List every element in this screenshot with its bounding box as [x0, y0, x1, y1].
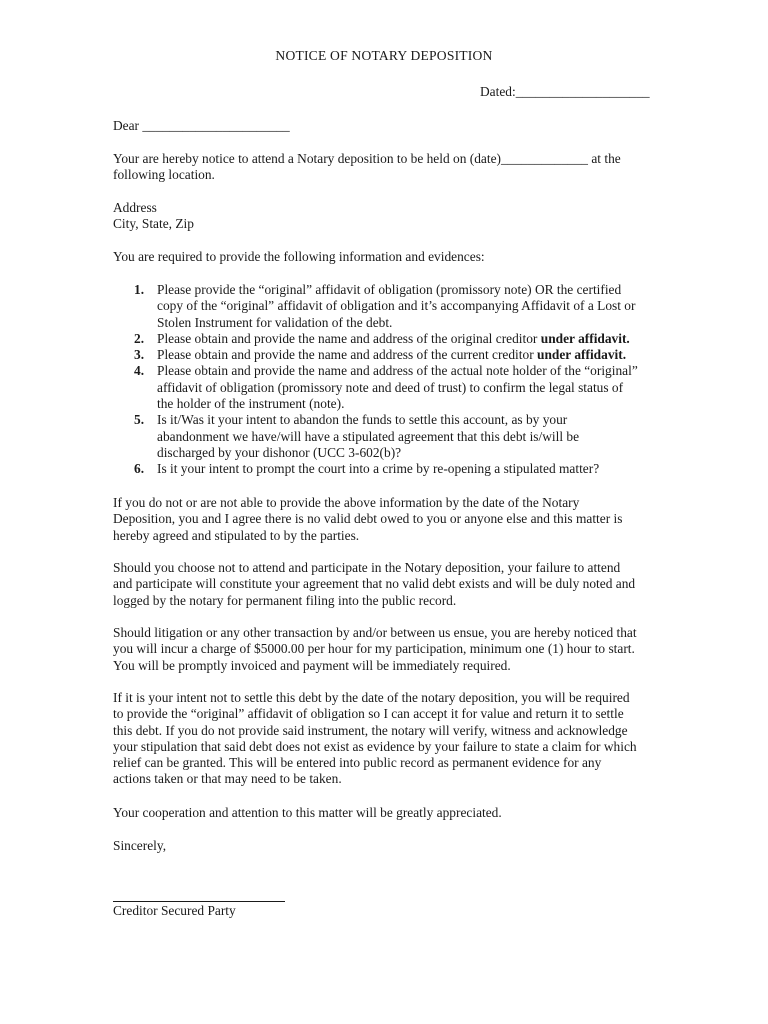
- list-item-line: Stolen Instrument for validation of the debt.: [157, 314, 393, 330]
- list-item-line: Is it your intent to prompt the court into a crime by re-opening a stipulated matter?: [157, 461, 600, 477]
- list-item-number: 4.: [134, 363, 145, 379]
- list-item: [113, 363, 673, 412]
- list-item: [113, 347, 673, 363]
- paragraph-line: Deposition, you and I agree there is no valid debt owed to you or anyone else and this matter is: [113, 511, 623, 527]
- intro-line: following location.: [113, 167, 215, 183]
- paragraph-line: Should you choose not to attend and participate in the Notary deposition, your failure to attend: [113, 560, 621, 575]
- no-attendance-paragraph: [113, 560, 658, 609]
- paragraph-line: you will incur a charge of $5000.00 per hour for my participation, minimum one (1) hour to start.: [113, 641, 635, 657]
- list-item-text: Please obtain and provide the name and address of the original creditor: [157, 330, 541, 346]
- paragraph-line: hereby agreed and stipulated to by the parties.: [113, 527, 360, 543]
- no-information-paragraph: [113, 495, 658, 544]
- list-item-number: 1.: [134, 282, 145, 297]
- list-item: [113, 461, 673, 477]
- litigation-paragraph: [113, 625, 658, 674]
- paragraph-line: logged by the notary for permanent filing into the public record.: [113, 592, 457, 608]
- list-item: [113, 331, 673, 347]
- list-item-number: 5.: [134, 412, 145, 428]
- dated-line: Dated:____________________: [480, 84, 650, 99]
- paragraph-line: Should litigation or any other transaction by and/or between us ensue, you are hereby noticed that: [113, 625, 637, 640]
- list-item: [113, 412, 673, 461]
- list-item-number: 6.: [134, 461, 145, 477]
- paragraph-line: If it is your intent not to settle this debt by the date of the notary deposition, you will be required: [113, 690, 630, 705]
- list-item-line: abandonment we have/will have a stipulated agreement that this debt is/will be: [157, 428, 580, 444]
- list-item: [113, 282, 673, 331]
- salutation: Dear ______________________: [113, 118, 290, 133]
- paragraph-line: to provide the “original” affidavit of obligation so I can accept it for value and return it to settle: [113, 706, 624, 722]
- list-item-text: Please obtain and provide the name and address of the current creditor: [157, 347, 538, 363]
- closing: Sincerely,: [113, 838, 167, 853]
- requirements-intro: You are required to provide the following information and evidences:: [113, 249, 485, 264]
- list-item-line: Please obtain and provide the name and address of the actual note holder of the “original”: [157, 363, 638, 379]
- intro-line: Your are hereby notice to attend a Notary deposition to be held on (date)_____________ at the: [113, 151, 621, 166]
- address-line: Address: [113, 200, 157, 215]
- intro-paragraph: [113, 151, 658, 184]
- address-block: [113, 200, 658, 233]
- requirements-list: [113, 282, 673, 478]
- list-item-emphasis: under affidavit.: [540, 330, 630, 346]
- paragraph-line: actions taken or that may need to be taken.: [113, 771, 342, 787]
- list-item-number: 2.: [134, 330, 145, 346]
- list-item-number: 3.: [134, 347, 145, 363]
- list-item-line: [157, 331, 673, 347]
- settlement-paragraph: [113, 690, 658, 788]
- paragraph-line: your stipulation that said debt does not exist as evidence by your failure to state a claim for which: [113, 738, 637, 754]
- signature-label: Creditor Secured Party: [113, 903, 236, 918]
- list-item-line: Please provide the “original” affidavit of obligation (promissory note) OR the certified: [157, 282, 622, 297]
- paragraph-line: and participate will constitute your agreement that no valid debt exists and will be duly noted and: [113, 576, 636, 592]
- list-item-line: discharged by your dishonor (UCC 3-602(b)?: [157, 444, 402, 460]
- list-item-line: Is it/Was it your intent to abandon the funds to settle this account, as by your: [157, 412, 568, 428]
- list-item-emphasis: under affidavit.: [537, 347, 627, 363]
- list-item-line: [157, 347, 673, 363]
- cooperation-line: Your cooperation and attention to this matter will be greatly appreciated.: [113, 805, 502, 820]
- paragraph-line: this debt. If you do not provide said instrument, the notary will verify, witness and acknowledge: [113, 722, 628, 738]
- list-item-line: affidavit of obligation (promissory note and deed of trust) to confirm the legal status of: [157, 379, 624, 395]
- signature-line: [113, 901, 285, 902]
- list-item-line: copy of the “original” affidavit of obligation and it’s accompanying Affidavit of a Lost or: [157, 298, 636, 314]
- document-title: NOTICE OF NOTARY DEPOSITION: [275, 48, 493, 63]
- paragraph-line: If you do not or are not able to provide the above information by the date of the Notary: [113, 495, 580, 510]
- list-item-line: the holder of the instrument (note).: [157, 396, 345, 412]
- paragraph-line: You will be promptly invoiced and payment will be immediately required.: [113, 657, 511, 673]
- city-state-zip-line: City, State, Zip: [113, 216, 194, 232]
- paragraph-line: relief can be granted. This will be entered into public record as permanent evidence for any: [113, 755, 602, 771]
